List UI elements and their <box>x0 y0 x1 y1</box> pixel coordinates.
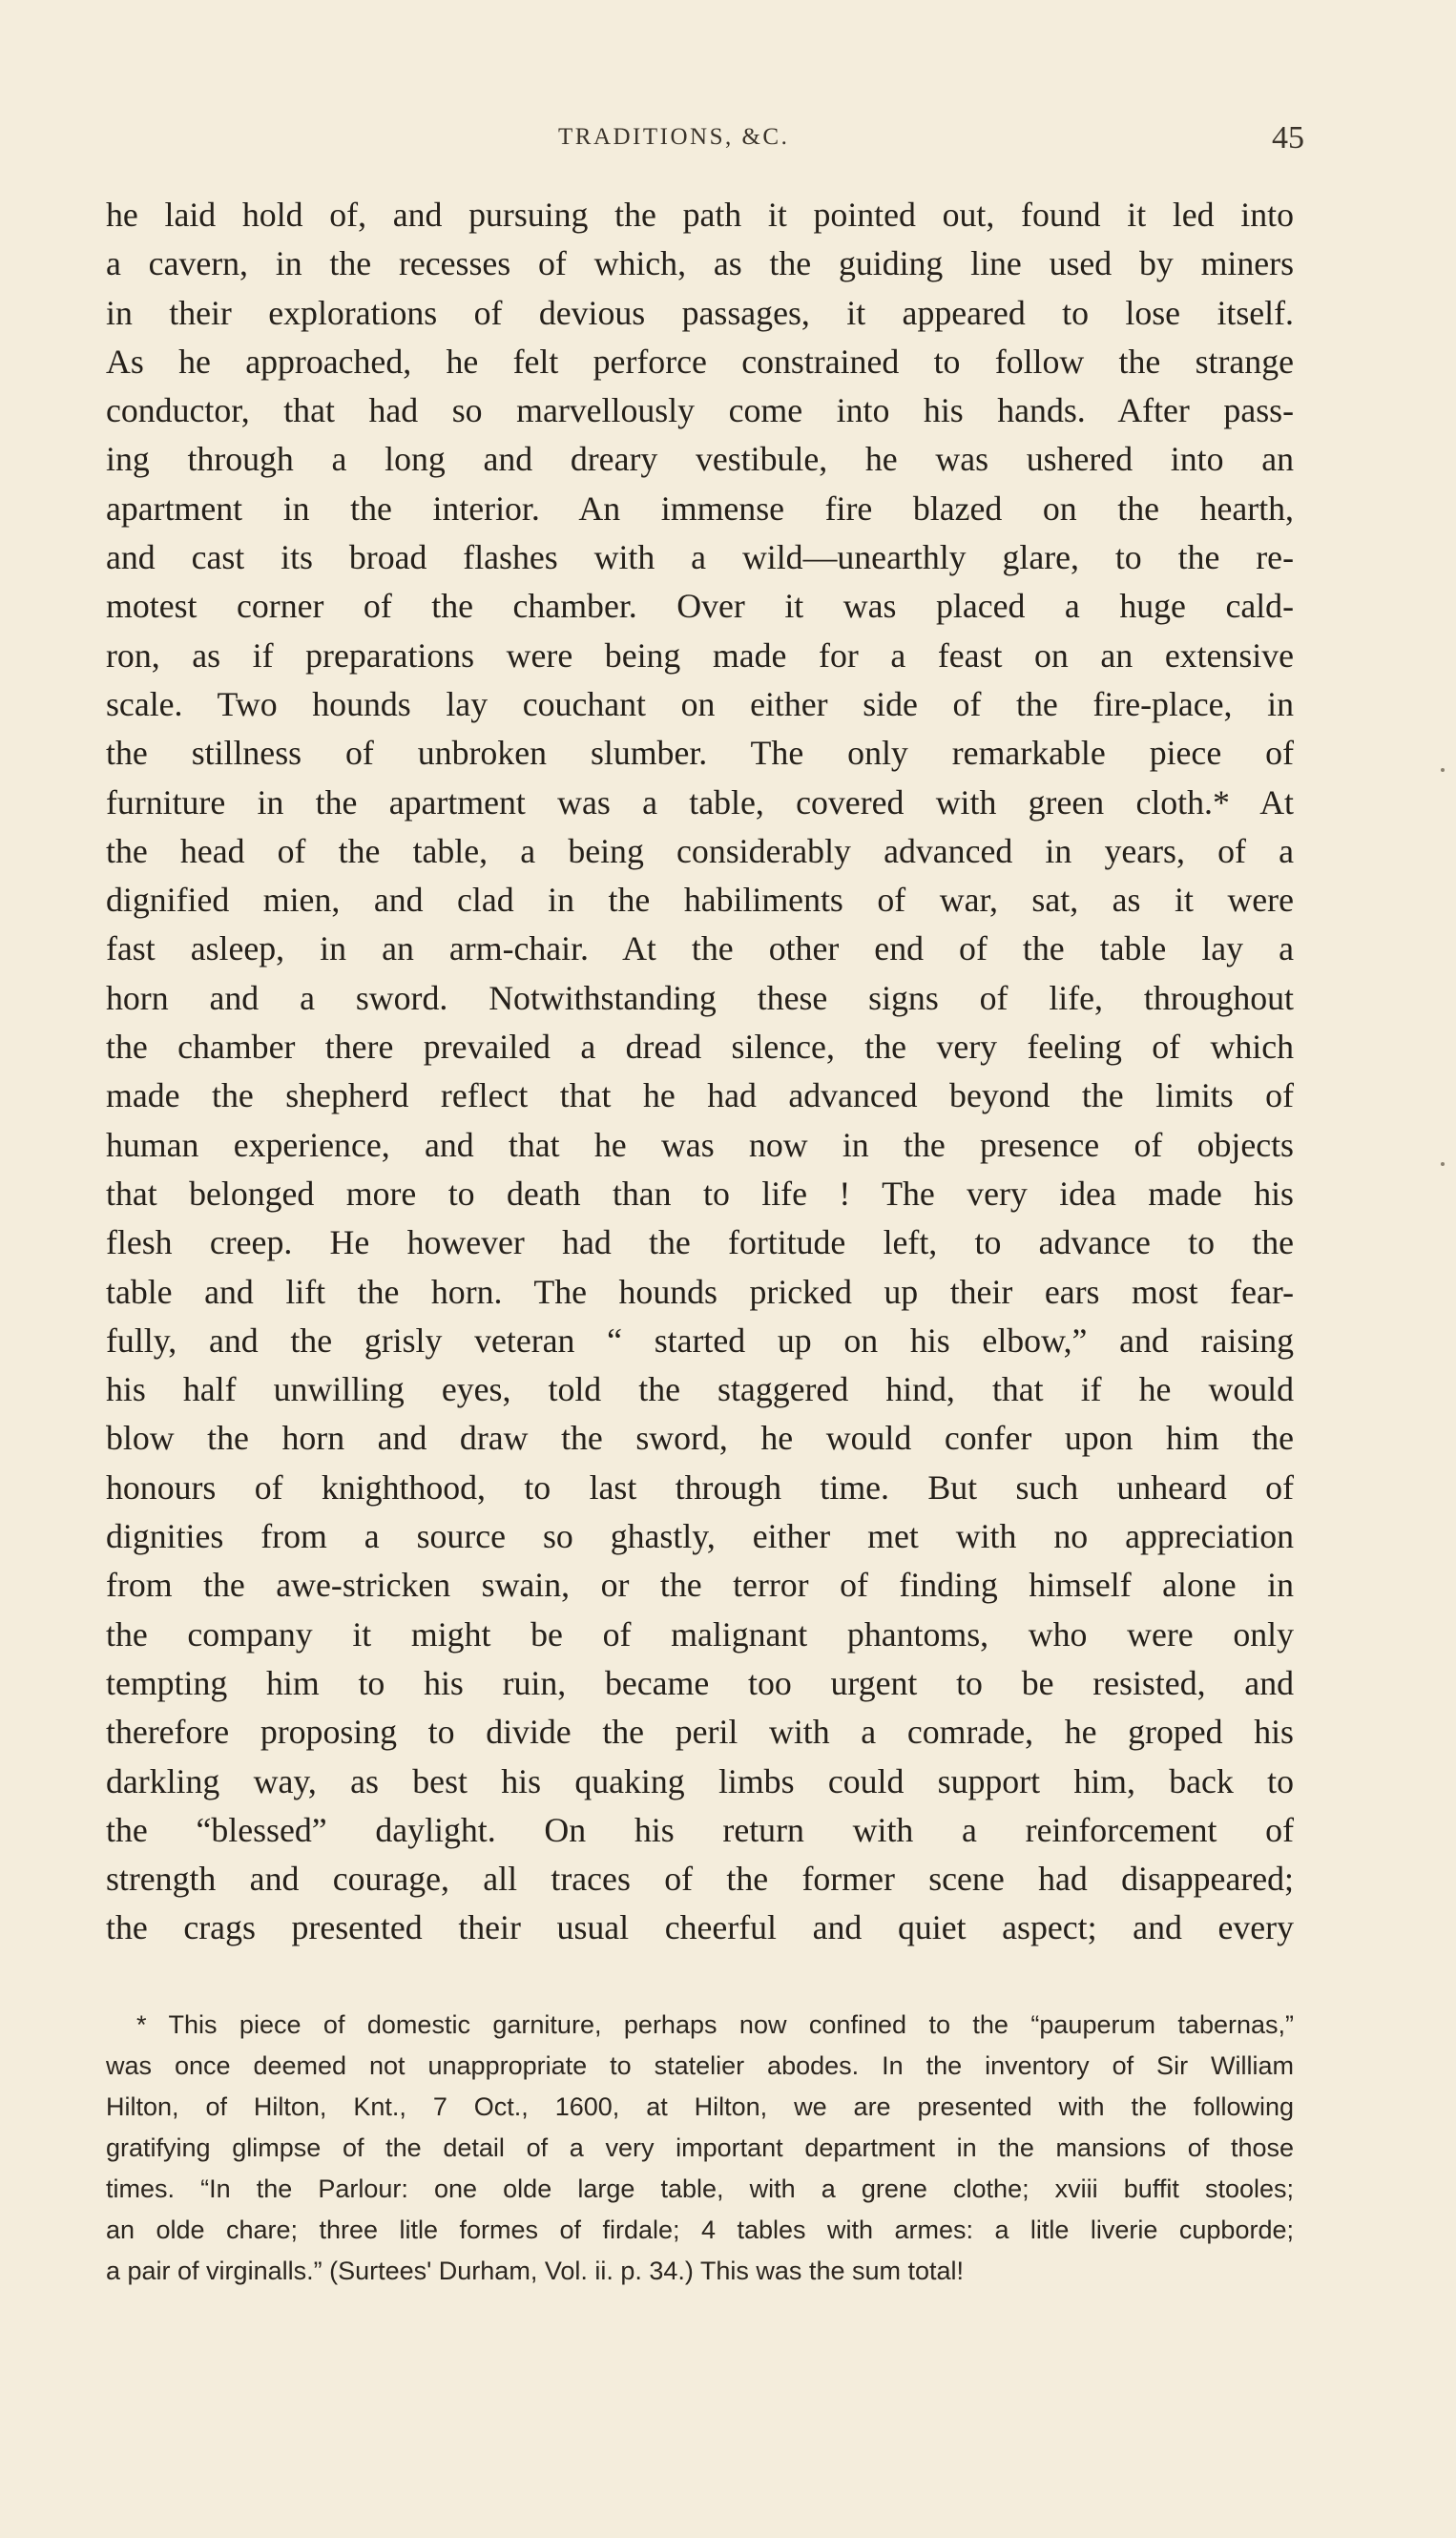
main-text <box>106 191 1294 1953</box>
text-line: the “blessed” daylight. On his return with a reinforcement of <box>106 1810 1294 1849</box>
text-line: the head of the table, a being considerably advanced in years, of a <box>106 831 1294 870</box>
footnote-line: times. “In the Parlour: one olde large table, with a grene clothe; xviii buffit stooles; <box>106 2174 1294 2203</box>
text-line: fully, and the grisly veteran “ started up on his elbow,” and raising <box>106 1321 1294 1360</box>
text-line: honours of knighthood, to last through time. But such unheard of <box>106 1467 1294 1507</box>
text-line: the stillness of unbroken slumber. The only remarkable piece of <box>106 734 1294 773</box>
text-line: made the shepherd reflect that he had advanced beyond the limits of <box>106 1076 1294 1115</box>
footnote-line: Hilton, of Hilton, Knt., 7 Oct., 1600, at Hilton, we are presented with the following <box>106 2092 1294 2121</box>
text-line: he laid hold of, and pursuing the path it pointed out, found it led into <box>106 196 1294 234</box>
text-line: horn and a sword. Notwithstanding these signs of life, throughout <box>106 978 1294 1017</box>
page-number: 45 <box>1272 120 1304 156</box>
text-line: tempting him to his ruin, became too urgent to be resisted, and <box>106 1663 1294 1702</box>
footnote-line: an olde chare; three litle formes of firdale; 4 tables with armes: a litle liverie cupborde; <box>106 2216 1294 2244</box>
footnote-line: a pair of virginalls.” (Surtees' Durham, Vol. ii. p. 34.) This was the sum total! <box>106 2257 965 2285</box>
footnote-line: was once deemed not unappropriate to statelier abodes. In the inventory of Sir William <box>106 2051 1294 2080</box>
running-head <box>0 120 1456 162</box>
margin-speck <box>1441 1162 1445 1166</box>
text-line: the chamber there prevailed a dread silence, the very feeling of which <box>106 1028 1294 1067</box>
text-line: strength and courage, all traces of the former scene had disappeared; <box>106 1860 1294 1899</box>
text-line: that belonged more to death than to life ! The very idea made his <box>106 1174 1294 1213</box>
text-line: human experience, and that he was now in the presence of objects <box>106 1125 1294 1164</box>
text-line: the crags presented their usual cheerful and quiet aspect; and every <box>106 1908 1294 1947</box>
text-line: ing through a long and dreary vestibule, he was ushered into an <box>106 440 1294 479</box>
text-line: flesh creep. He however had the fortitude left, to advance to the <box>106 1223 1294 1262</box>
margin-speck <box>1441 768 1445 772</box>
text-line: the company it might be of malignant phantoms, who were only <box>106 1614 1294 1654</box>
text-line: motest corner of the chamber. Over it was placed a huge cald- <box>106 587 1294 626</box>
text-line: apartment in the interior. An immense fire blazed on the hearth, <box>106 489 1294 528</box>
text-line: As he approached, he felt perforce constrained to follow the strange <box>106 342 1294 381</box>
text-line: dignified mien, and clad in the habiliments of war, sat, as it were <box>106 881 1294 920</box>
text-line: table and lift the horn. The hounds pricked up their ears most fear- <box>106 1272 1294 1311</box>
text-line: blow the horn and draw the sword, he would confer upon him the <box>106 1419 1294 1458</box>
text-line: fast asleep, in an arm-chair. At the other end of the table lay a <box>106 929 1294 968</box>
text-line: scale. Two hounds lay couchant on either side of the fire-place, in <box>106 684 1294 723</box>
text-line: dignities from a source so ghastly, either met with no appreciation <box>106 1517 1294 1556</box>
text-line: conductor, that had so marvellously come into his hands. After pass- <box>106 391 1294 430</box>
text-line: darkling way, as best his quaking limbs could support him, back to <box>106 1761 1294 1800</box>
text-line: in their explorations of devious passages, it appeared to lose itself. <box>106 293 1294 332</box>
text-line: ron, as if preparations were being made for a feast on an extensive <box>106 635 1294 675</box>
running-title: TRADITIONS, &C. <box>558 124 790 150</box>
footnote-line: gratifying glimpse of the detail of a very important department in the mansions of those <box>106 2133 1294 2162</box>
footnote-line: * This piece of domestic garniture, perhaps now confined to the “pauperum tabernas,” <box>136 2010 1294 2039</box>
text-line: a cavern, in the recesses of which, as the guiding line used by miners <box>106 244 1294 283</box>
text-line: furniture in the apartment was a table, covered with green cloth.* At <box>106 782 1294 822</box>
text-line: and cast its broad flashes with a wild—unearthly glare, to the re- <box>106 538 1294 577</box>
text-line: therefore proposing to divide the peril with a comrade, he groped his <box>106 1713 1294 1752</box>
footnote <box>106 2005 1294 2292</box>
text-line: from the awe-stricken swain, or the terror of finding himself alone in <box>106 1566 1294 1605</box>
text-line: his half unwilling eyes, told the staggered hind, that if he would <box>106 1370 1294 1409</box>
